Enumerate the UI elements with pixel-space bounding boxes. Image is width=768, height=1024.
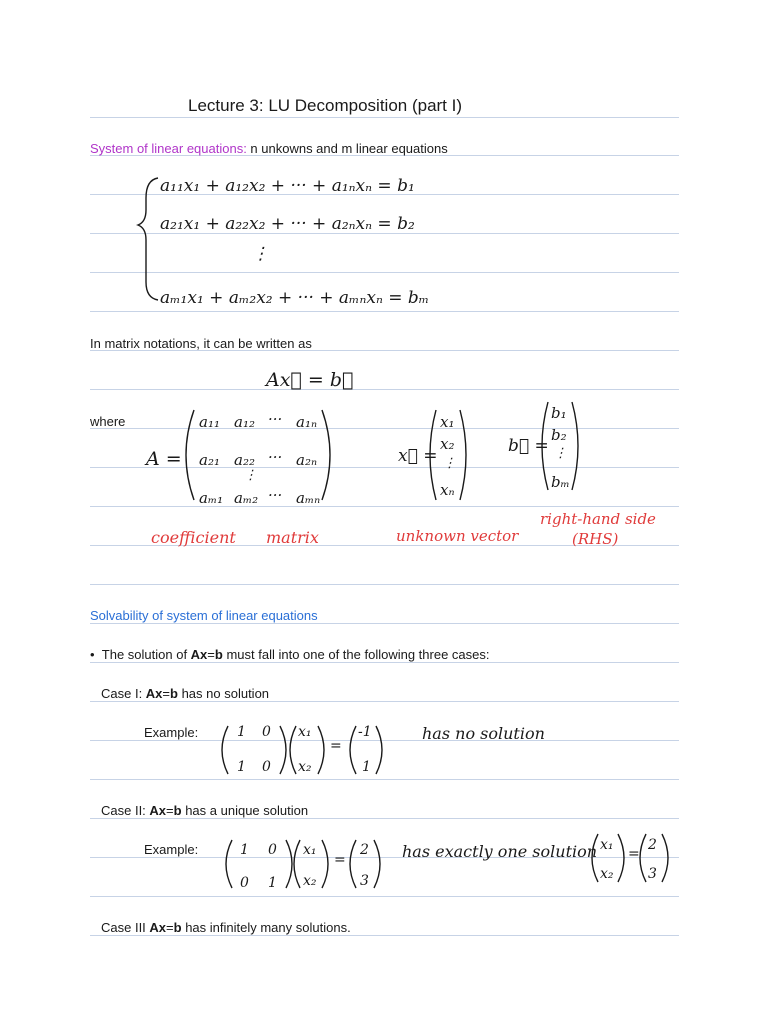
- case-3-suffix: has infinitely many solutions.: [181, 920, 351, 935]
- bullet-eq: =: [207, 647, 215, 662]
- example-2-equals-sign: =: [334, 852, 346, 868]
- matrix-equation: Ax⃗ = b⃗: [266, 369, 354, 391]
- section-system-heading: System of linear equations:: [90, 141, 247, 156]
- matrix-A-cell: aₘₙ: [296, 489, 321, 507]
- matrix-A-cell: a₁₂: [234, 413, 255, 431]
- case-3-eq: =: [166, 920, 174, 935]
- annotation-coefficient: coefficient: [151, 528, 236, 547]
- case-1-suffix: has no solution: [177, 686, 270, 701]
- example-2-vector-entry: x₂: [303, 873, 317, 889]
- matrix-A-vdots: ⋮: [244, 468, 257, 483]
- matrix-A-cell: a₁₁: [199, 413, 220, 431]
- section-system-text: n unkowns and m linear equations: [246, 141, 448, 156]
- case-3-ax: Ax: [149, 920, 167, 935]
- example-1-equals-sign: =: [330, 738, 342, 754]
- matrix-A-cell: ···: [268, 486, 283, 504]
- example-2-matrix-cell: 1: [240, 842, 249, 858]
- case-2-eq: =: [166, 803, 174, 818]
- vector-x-label: x⃗ =: [398, 446, 438, 466]
- case-1-eq: =: [162, 686, 171, 701]
- bullet-text-pre: The solution of: [101, 647, 191, 662]
- vector-b-entry: b₁: [551, 404, 567, 422]
- annotation-unknown-vector: unknown vector: [396, 527, 519, 545]
- equation-row-m: aₘ₁x₁ + aₘ₂x₂ + ··· + aₘₙxₙ = bₘ: [160, 288, 430, 308]
- case-2-b: b: [173, 803, 182, 818]
- case-2-ax: Ax: [149, 803, 167, 818]
- example-1-matrix-cell: 0: [262, 759, 271, 775]
- annotation-rhs-line2: (RHS): [572, 530, 619, 548]
- example-2-label: Example:: [144, 842, 199, 857]
- bullet-icon: •: [90, 647, 102, 662]
- equation-row-1: a₁₁x₁ + a₁₂x₂ + ··· + a₁ₙxₙ = b₁: [160, 176, 415, 196]
- case-1-prefix: Case I:: [101, 686, 146, 701]
- matrix-A-cell: a₂ₙ: [296, 451, 318, 469]
- matrix-A-label: A =: [146, 448, 182, 470]
- matrix-A-cell: a₂₁: [199, 451, 220, 469]
- page-title: Lecture 3: LU Decomposition (part I): [188, 96, 463, 115]
- matrix-A-cell: ···: [268, 448, 283, 466]
- matrix-notation-text: In matrix notations, it can be written as: [90, 336, 312, 351]
- example-1-rhs-entry: 1: [362, 759, 371, 775]
- example-2-rhs-entry: 2: [360, 842, 369, 858]
- example-1-vector-entry: x₂: [298, 759, 312, 775]
- bullet-text-post: must fall into one of the following three cases:: [222, 647, 490, 662]
- matrix-A-cell: aₘ₁: [199, 489, 224, 507]
- vector-x-entry: ⋮: [443, 456, 456, 471]
- matrix-A-cell: a₂₂: [234, 451, 255, 469]
- vector-b-label: b⃗ =: [508, 436, 549, 456]
- example-2-rhs-entry: 3: [360, 873, 369, 889]
- example-2-solution-equals-sign: =: [628, 846, 640, 862]
- case-2-suffix: has a unique solution: [181, 803, 309, 818]
- example-2-solution-value: 3: [648, 866, 657, 882]
- example-2-matrix-cell: 0: [240, 875, 249, 891]
- case-3-prefix: Case III: [101, 920, 150, 935]
- vector-x-entry: x₂: [440, 435, 455, 453]
- bullet-ax: Ax: [190, 647, 208, 662]
- example-1-vector-entry: x₁: [298, 724, 312, 740]
- bullet-b: b: [214, 647, 223, 662]
- example-1-comment: has no solution: [422, 724, 545, 743]
- matrix-A-cell: a₁ₙ: [296, 413, 318, 431]
- example-2-solution-value: 2: [648, 837, 657, 853]
- vector-b-entry: bₘ: [551, 473, 570, 491]
- vector-b-entry: ⋮: [554, 446, 567, 461]
- case-1-ax: Ax: [145, 686, 163, 701]
- example-1-matrix-cell: 0: [262, 724, 271, 740]
- example-2-comment: has exactly one solution: [402, 842, 598, 861]
- vector-x-entry: x₁: [440, 413, 455, 431]
- example-1-matrix-cell: 1: [237, 759, 246, 775]
- vector-x-entry: xₙ: [440, 481, 455, 499]
- case-3-line: [101, 920, 351, 935]
- section-solvability-heading: Solvability of system of linear equations: [90, 608, 318, 623]
- example-2-vector-entry: x₁: [303, 842, 317, 858]
- matrix-A-cell: ···: [268, 410, 283, 428]
- example-2-matrix-cell: 0: [268, 842, 277, 858]
- example-1-matrix-cell: 1: [237, 724, 246, 740]
- example-2-matrix-cell: 1: [268, 875, 277, 891]
- where-label: where: [90, 414, 126, 429]
- matrix-A-cell: aₘ₂: [234, 489, 259, 507]
- case-2-prefix: Case II:: [101, 803, 150, 818]
- equation-vdots: ⋮: [252, 244, 269, 264]
- annotation-matrix: matrix: [266, 528, 319, 547]
- example-2-solution-vector-entry: x₁: [600, 837, 614, 853]
- example-2-solution-vector-entry: x₂: [600, 866, 614, 882]
- equation-row-2: a₂₁x₁ + a₂₂x₂ + ··· + a₂ₙxₙ = b₂: [160, 214, 415, 234]
- vector-b-entry: b₂: [551, 426, 567, 444]
- annotation-rhs-line1: right-hand side: [540, 510, 656, 528]
- example-1-rhs-entry: -1: [358, 724, 372, 740]
- example-1-label: Example:: [144, 725, 199, 740]
- case-3-b: b: [173, 920, 182, 935]
- case-1-b: b: [170, 686, 178, 701]
